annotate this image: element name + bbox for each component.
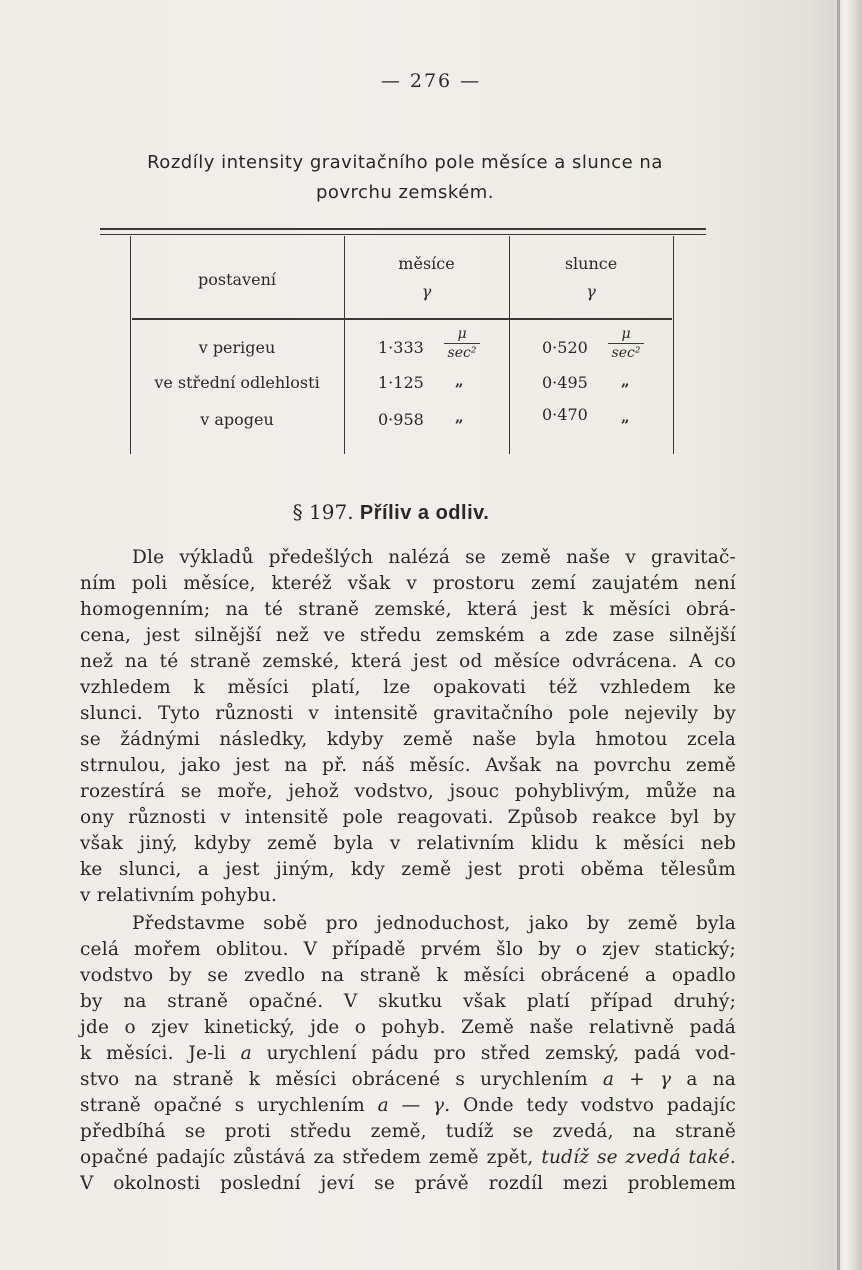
table-header-rule [132, 318, 672, 320]
header-moon: měsíce [398, 254, 455, 273]
table-left-border [130, 236, 131, 454]
text-line: ke slunci, a jest jiným, kdy země jest proti oběma tělesům [80, 859, 736, 880]
math-variable: a [240, 1043, 252, 1064]
text-span: k měsíci. Je-li [80, 1043, 226, 1064]
unit-numerator: μ [457, 326, 467, 342]
header-moon-symbol: γ [421, 282, 432, 301]
row-moon-value: 0·958 [378, 410, 424, 429]
text-span: Onde tedy vodstvo padajíc [463, 1095, 736, 1116]
text-span: straně opačné s urychlením [80, 1095, 365, 1116]
emphasis-text: tudíž se zvedá také. [541, 1147, 736, 1168]
text-line: se žádnými následky, kdyby země naše byla hmotou zcela [80, 729, 736, 750]
text-span: stvo na straně k měsíci obrácené s urychlením [80, 1069, 588, 1090]
text-line [80, 1067, 736, 1093]
text-line: strnulou, jako jest na př. náš měsíc. Avšak na povrchu země [80, 755, 736, 776]
header-sun: slunce [564, 254, 618, 273]
table-column-divider-2 [509, 236, 510, 454]
text-line: V okolnosti poslední jeví se právě rozdíl mezi problemem [80, 1173, 736, 1194]
table-right-border [673, 236, 674, 454]
section-heading [0, 500, 782, 525]
text-line: jde o zjev kinetický, jde o pohyb. Země naše relativně padá [80, 1017, 736, 1038]
text-line: homogenním; na té straně zemské, která jest k měsíci obrá- [80, 599, 736, 620]
math-expression: a — γ. [377, 1095, 451, 1116]
header-sun-symbol: γ [586, 282, 596, 301]
math-expression: a + γ [602, 1069, 672, 1090]
table-title-line-2: povrchu zemském. [315, 182, 495, 203]
binding-shadow-line [837, 0, 840, 1270]
text-line: slunci. Tyto různosti v intensitě gravitačního pole nejevily by [80, 703, 736, 724]
header-position: postavení [198, 270, 276, 289]
table-title [90, 148, 720, 208]
unit-denominator: sec² [447, 345, 477, 361]
table-top-rule-thin [100, 234, 706, 235]
text-line: vodstvo by se zvedlo na straně k měsíci obrácené a opadlo [80, 965, 736, 986]
table-title-line-1: Rozdíly intensity gravitačního pole měsíce a slunce na [147, 152, 663, 173]
table-column-divider-1 [344, 236, 345, 454]
text-line: ony různosti v intensitě pole reagovati. Způsob reakce byl by [80, 807, 736, 828]
text-line [80, 1041, 736, 1067]
text-line: Představme sobě pro jednoduchost, jako by země byla [132, 913, 736, 934]
row-sun-value: 0·495 [542, 373, 588, 392]
row-sun-value: 0·470 [542, 405, 588, 424]
row-position: ve střední odlehlosti [154, 373, 320, 392]
text-line [80, 1145, 736, 1171]
unit-fraction-moon [444, 326, 480, 361]
row-moon-value: 1·333 [378, 338, 424, 357]
text-line: Dle výkladů předešlých nalézá se země naše v gravitač- [132, 547, 736, 568]
text-line: by na straně opačné. V skutku však platí případ druhý; [80, 991, 736, 1012]
text-line: však jiný, kdyby země byla v relativním klidu k měsíci neb [80, 833, 736, 854]
text-line: celá mořem oblitou. V případě prvém šlo by o zjev statický; [80, 939, 736, 960]
text-line: vzhledem k měsíci platí, lze opakovati též vzhledem ke [80, 677, 736, 698]
section-number: § 197. [292, 500, 354, 524]
ditto-mark: „ [455, 372, 464, 390]
unit-numerator: μ [621, 326, 631, 342]
ditto-mark: „ [455, 408, 464, 426]
row-sun-value: 0·520 [542, 338, 588, 357]
table-top-rule [100, 228, 706, 230]
ditto-mark: „ [621, 372, 630, 390]
text-line: předbíhá se proti středu země, tudíž se zvedá, na straně [80, 1121, 736, 1142]
fraction-bar [608, 343, 644, 344]
section-title: Příliv a odliv. [359, 502, 490, 524]
row-moon-value: 1·125 [378, 373, 424, 392]
fraction-bar [444, 343, 480, 344]
text-line: cena, jest silnější než ve středu zemském a zde zase silnější [80, 625, 736, 646]
text-line: ním poli měsíce, kteréž však v prostoru zemí zaujatém není [80, 573, 736, 594]
text-span: opačné padajíc zůstává za středem země zpět, [80, 1147, 534, 1168]
unit-denominator: sec² [611, 345, 641, 361]
text-line: v relativním pohybu. [80, 885, 278, 906]
text-line [80, 1093, 736, 1119]
row-position: v perigeu [198, 338, 276, 357]
text-span: a na [686, 1069, 736, 1090]
row-position: v apogeu [200, 410, 274, 429]
text-line: rozestírá se moře, jehož vodstvo, jsouc pohyblivým, může na [80, 781, 736, 802]
ditto-mark: „ [621, 408, 630, 426]
unit-fraction-sun [608, 326, 644, 361]
text-span: urychlení pádu pro střed zemský, padá vod- [266, 1043, 736, 1064]
page-number: — 276 — [380, 70, 482, 92]
text-line: než na té straně zemské, která jest od měsíce odvrácena. A co [80, 651, 736, 672]
